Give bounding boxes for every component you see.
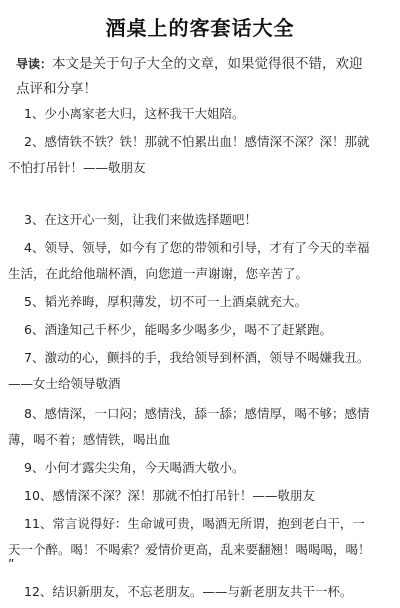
intro-line-2: 点评和分享！ xyxy=(16,81,97,97)
list-item-5: 5、韬光养晦，厚积薄发，切不可一上酒桌就充大。 xyxy=(24,294,307,309)
intro-paragraph xyxy=(16,52,386,102)
list-item-4: 4、领导、领导，如今有了您的带领和引导，才有了今天的幸福 xyxy=(24,240,370,255)
intro-line-1 xyxy=(16,52,386,77)
list-item-12: 12、结识新朋友，不忘老朋友。——与新老朋友共干一杯。 xyxy=(24,584,353,599)
list-item-9: 9、小何才露尖尖角，今天喝酒大敬小。 xyxy=(24,460,245,475)
list-item-8-cont: 薄，喝不着；感情铁，喝出血 xyxy=(8,432,171,447)
list-item-2-cont: 不怕打吊针！——敬朋友 xyxy=(8,160,146,175)
list-item-11-cont: 天一个醉。喝！不喝索？爱情价更高，乱来要翻翘！喝喝喝，喝！ xyxy=(8,542,371,557)
list-item-8: 8、感情深，一口闷；感情浅，舔一舔；感情厚，喝不够；感情 xyxy=(24,406,370,421)
list-item-11: 11、常言说得好：生命诚可贵，喝酒无所谓，抱到老白干，一 xyxy=(24,516,365,531)
list-item-3: 3、在这开心一刻，让我们来做选择题吧！ xyxy=(24,212,257,227)
list-item-7-cont: ——女士给领导敬酒 xyxy=(8,376,121,391)
list-item-6: 6、酒逢知己千杯少，能喝多少喝多少，喝不了赶紧跑。 xyxy=(24,322,332,337)
list-item-1: 1、少小离家老大归，这杯我干大姐陪。 xyxy=(24,106,245,121)
page-title: 酒桌上的客套话大全 xyxy=(105,16,295,40)
list-item-7: 7、激动的心，颤抖的手，我给领导到杯酒，领导不喝嫌我丑。 xyxy=(24,350,370,365)
list-item-10: 10、感情深不深？深！那就不怕打吊针！——敬朋友 xyxy=(24,488,315,503)
list-item-11-cont-2: ” xyxy=(8,556,15,571)
list-item-4-cont: 生活，在此给他瑞杯酒，向您道一声谢谢，您辛苦了。 xyxy=(8,266,309,281)
intro-lead: 导读： xyxy=(16,57,53,71)
intro-text-1: 本文是关于句子大全的文章，如果觉得很不错，欢迎 xyxy=(52,56,363,72)
list-item-2: 2、感情铁不铁？铁！那就不怕累出血！感情深不深？深！那就 xyxy=(24,134,370,149)
